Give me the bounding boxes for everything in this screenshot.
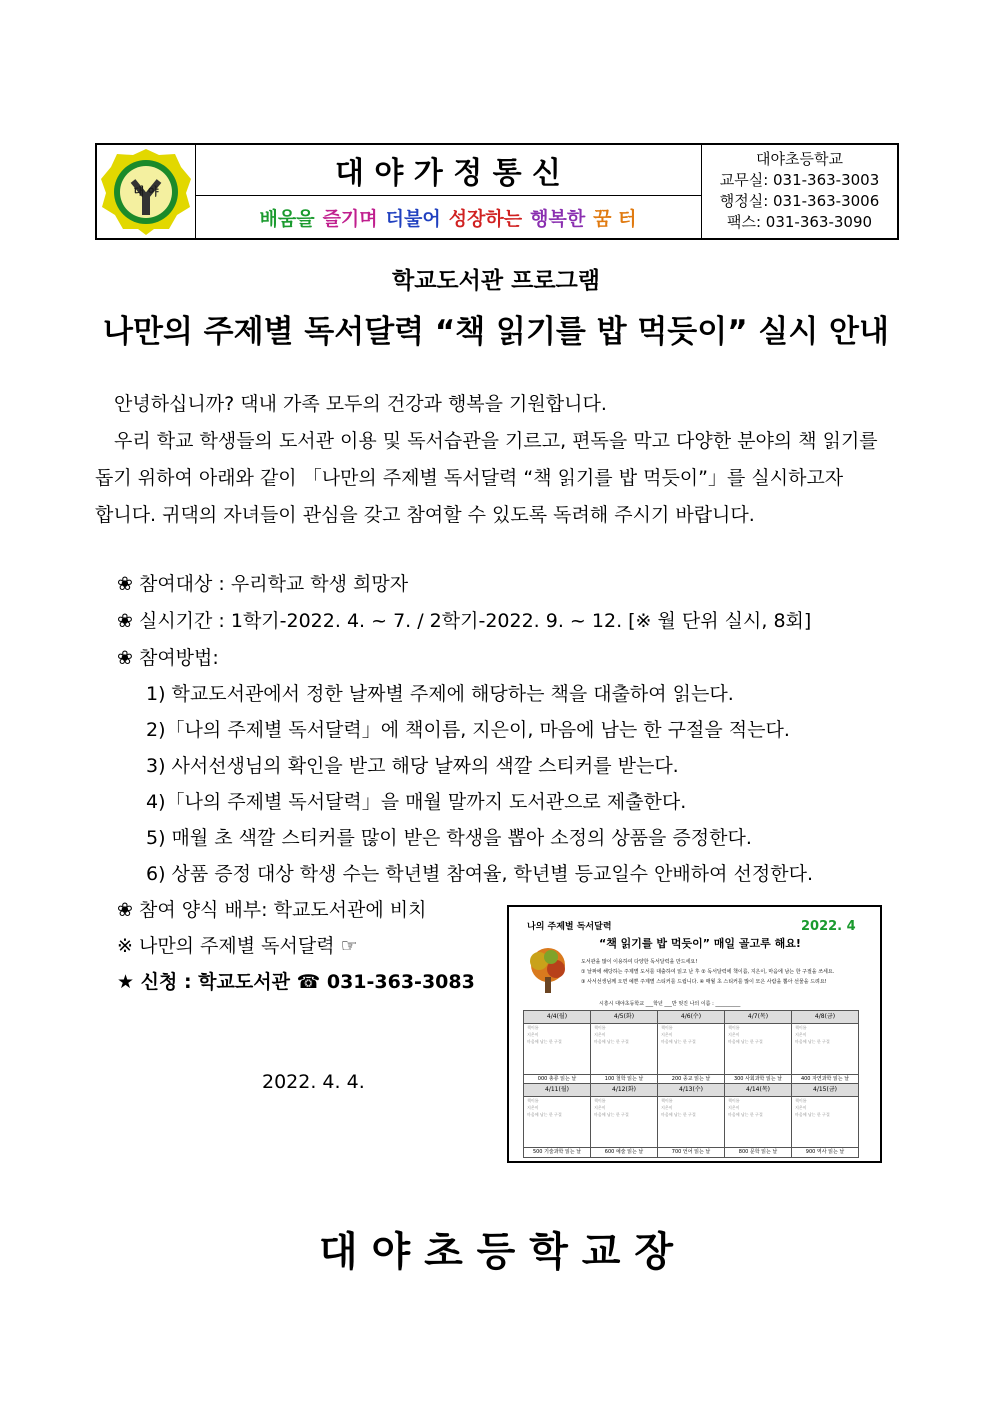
calendar-topic: 200 종교 읽는 날 (658, 1075, 725, 1084)
calendar-topic: 600 예술 읽는 날 (591, 1148, 658, 1157)
calendar-topic: 300 사회과학 읽는 날 (725, 1075, 792, 1084)
calendar-day-header: 4/5(화) (591, 1011, 658, 1023)
school-contact (702, 145, 897, 238)
calendar-cell: 책이름 지은이 마음에 남는 한 구절 (795, 1098, 830, 1117)
calendar-day-header: 4/14(목) (725, 1084, 792, 1096)
method-step: 5) 매월 초 색깔 스티커를 많이 받은 학생을 뽑아 소정의 상품을 증정한다. (146, 827, 752, 849)
item-method: ❀ 참여방법: (117, 647, 219, 669)
page-title: 나만의 주제별 독서달력 “책 읽기를 밥 먹듯이” 실시 안내 (103, 314, 889, 350)
calendar-topic: 900 역사 읽는 날 (805, 1149, 845, 1155)
item-period: ❀ 실시기간 : 1학기-2022. 4. ~ 7. / 2학기-2022. 9. ~ 12. [※ 월 단위 실시, 8회] (117, 610, 812, 632)
calendar-cell: 책이름 지은이 마음에 남는 한 구절 (591, 1024, 658, 1074)
newsletter-header (95, 143, 899, 240)
calendar-cell: 책이름 지은이 마음에 남는 한 구절 (524, 1097, 591, 1147)
method-step: 2)「나의 주제별 독서달력」에 책이름, 지은이, 마음에 남는 한 구절을 적는다. (146, 719, 790, 741)
calendar-topic: 500 기술과학 읽는 날 (524, 1148, 591, 1157)
slogan-word: 꿈 터 (593, 207, 637, 230)
slogan-word: 성장하는 (448, 207, 523, 230)
intro-paragraph (95, 386, 900, 534)
calendar-day-header: 4/13(수) (658, 1084, 725, 1096)
calendar-day-header: 4/15(금) (813, 1086, 837, 1093)
form-month: 2022. 4 (801, 919, 856, 934)
calendar-topic: 000 총류 읽는 날 (524, 1075, 591, 1084)
slogan-word: 배움을 (259, 207, 315, 230)
principal-signature: 대 야 초 등 학 교 장 (318, 1229, 674, 1275)
reading-calendar-preview (507, 905, 882, 1163)
issue-date: 2022. 4. 4. (262, 1071, 365, 1093)
school-logo (97, 145, 196, 238)
logo-text: 대 야 (133, 185, 159, 198)
form-note: ① 날짜에 해당하는 주제별 도서를 대출하여 읽고 난 후 ② 독서달력에 책이름, 지은이, 마음에 남는 한 구절을 쓰세요. (581, 969, 835, 975)
item-target: ❀ 참여대상 : 우리학교 학생 희망자 (117, 573, 409, 595)
form-slogan: “책 읽기를 밥 먹듯이” 매일 골고루 해요! (599, 937, 801, 950)
office-phone: 교무실: 031-363-3003 (719, 171, 880, 189)
calendar-cell: 책이름 지은이 마음에 남는 한 구절 (725, 1024, 792, 1074)
calendar-cell: 책이름 지은이 마음에 남는 한 구절 (658, 1024, 725, 1074)
slogan-word: 행복한 (530, 207, 586, 230)
calendar-cell: 책이름 지은이 마음에 남는 한 구절 (524, 1024, 591, 1074)
intro-line: 안녕하십니까? 댁내 가족 모두의 건강과 행복을 기원합니다. (114, 393, 607, 415)
admin-phone: 행정실: 031-363-3006 (719, 192, 880, 210)
slogan-word: 더불어 (385, 207, 441, 230)
slogan (195, 196, 701, 238)
calendar-day-header: 4/11(월) (524, 1084, 591, 1096)
item-apply: ★ 신청 : 학교도서관 ☎ 031-363-3083 (117, 971, 475, 993)
slogan-word: 즐기며 (322, 207, 378, 230)
calendar-cell: 책이름 지은이 마음에 남는 한 구절 (795, 1025, 830, 1044)
calendar-topic: 700 언어 읽는 날 (658, 1148, 725, 1157)
item-calendar-ref: ※ 나만의 주제별 독서달력 ☞ (117, 935, 358, 957)
calendar-week-1 (523, 1010, 859, 1085)
method-step: 3) 사서선생님의 확인을 받고 해당 날짜의 색깔 스티커를 받는다. (146, 755, 679, 777)
calendar-cell: 책이름 지은이 마음에 남는 한 구절 (725, 1097, 792, 1147)
program-label: 학교도서관 프로그램 (392, 268, 600, 294)
form-note: 도서관을 많이 이용하여 다양한 독서달력을 만드세요! (581, 959, 698, 965)
intro-line: 돕기 위하여 아래와 같이 「나만의 주제별 독서달력 “책 읽기를 밥 먹듯이”」를 실시하고자 (95, 467, 844, 489)
method-step: 1) 학교도서관에서 정한 날짜별 주제에 해당하는 책을 대출하여 읽는다. (146, 683, 734, 705)
fax-number: 팩스: 031-363-3090 (726, 213, 873, 231)
school-name: 대야초등학교 (756, 150, 843, 168)
item-form: ❀ 참여 양식 배부: 학교도서관에 비치 (117, 899, 427, 921)
tree-icon (523, 947, 573, 995)
calendar-cell: 책이름 지은이 마음에 남는 한 구절 (658, 1097, 725, 1147)
intro-line: 우리 학교 학생들의 도서관 이용 및 독서습관을 기르고, 편독을 막고 다양한 분야의 책 읽기를 (114, 430, 878, 452)
calendar-topic: 100 철학 읽는 날 (591, 1075, 658, 1084)
method-step: 6) 상품 증정 대상 학생 수는 학년별 참여율, 학년별 등교일수 안배하여 선정한다. (146, 863, 813, 885)
calendar-topic: 800 문학 읽는 날 (725, 1148, 792, 1157)
calendar-topic: 400 자연과학 읽는 날 (800, 1076, 850, 1082)
calendar-week-2 (523, 1083, 859, 1158)
calendar-day-header: 4/8(금) (814, 1013, 836, 1020)
calendar-day-header: 4/7(목) (725, 1011, 792, 1023)
calendar-day-header: 4/6(수) (658, 1011, 725, 1023)
calendar-cell: 책이름 지은이 마음에 남는 한 구절 (591, 1097, 658, 1147)
form-heading: 나의 주제별 독서달력 (527, 922, 612, 932)
form-name-line: 시흥시 대야초등학교 ___학년 ___반 멋진 나의 이름 : __________ (599, 1001, 741, 1007)
method-step: 4)「나의 주제별 독서달력」을 매월 말까지 도서관으로 제출한다. (146, 791, 687, 813)
intro-line: 합니다. 귀댁의 자녀들이 관심을 갖고 참여할 수 있도록 독려해 주시기 바랍니다. (95, 504, 755, 526)
newsletter-title: 대 야 가 정 통 신 (195, 145, 701, 196)
calendar-day-header: 4/12(화) (591, 1084, 658, 1096)
calendar-day-header: 4/4(월) (524, 1011, 591, 1023)
form-note: ③ 사서선생님께 오면 예쁜 주제별 스티커를 드립니다. ④ 매월 초 스티커를 많이 모은 사람을 뽑아 선물을 드려요! (581, 979, 827, 985)
